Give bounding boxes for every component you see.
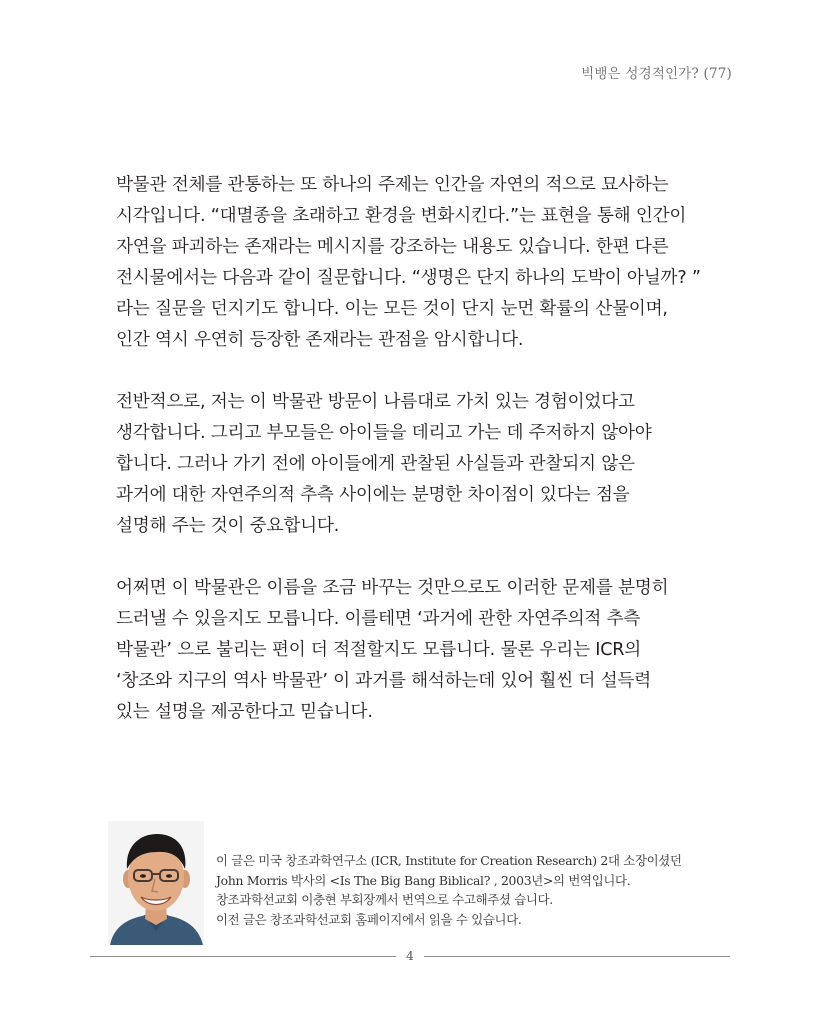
text-line: 과거에 대한 자연주의적 추측 사이에는 분명한 차이점이 있다는 점을 xyxy=(116,485,630,505)
author-portrait xyxy=(108,821,204,945)
note-line: 이전 글은 창조과학선교회 홈페이지에서 읽을 수 있습니다. xyxy=(216,911,522,927)
text-line: 시각입니다. “대멸종을 초래하고 환경을 변화시킨다.”는 표현을 통해 인간이 xyxy=(116,206,687,226)
text-line: 인간 역시 우연히 등장한 존재라는 관점을 암시합니다. xyxy=(116,330,524,350)
page-number: 4 xyxy=(406,949,414,963)
text-line: 라는 질문을 던지기도 합니다. 이는 모든 것이 단지 눈먼 확률의 산물이며, xyxy=(116,299,668,319)
text-line: 박물관 전체를 관통하는 또 하나의 주제는 인간을 자연의 적으로 묘사하는 xyxy=(116,175,669,195)
text-line: 전시물에서는 다음과 같이 질문합니다. “생명은 단지 하나의 도박이 아닐까? ” xyxy=(116,268,701,288)
text-line: ‘창조와 지구의 역사 박물관’ 이 과거를 해석하는데 있어 훨씬 더 설득력 xyxy=(116,671,651,691)
text-line: 합니다. 그러나 가기 전에 아이들에게 관찰된 사실들과 관찰되지 않은 xyxy=(116,454,635,474)
text-line: 박물관’ 으로 불리는 편이 더 적절할지도 모릅니다. 물론 우리는 ICR의 xyxy=(116,640,642,660)
article-body xyxy=(116,170,716,759)
translation-note xyxy=(216,851,736,929)
text-line: 생각합니다. 그리고 부모들은 아이들을 데리고 가는 데 주저하지 않아야 xyxy=(116,423,652,443)
running-header: 빅뱅은 성경적인가? (77) xyxy=(581,66,732,82)
text-line: 전반적으로, 저는 이 박물관 방문이 나름대로 가치 있는 경험이었다고 xyxy=(116,392,635,412)
paragraph xyxy=(116,387,716,542)
text-line: 설명해 주는 것이 중요합니다. xyxy=(116,516,340,536)
text-line: 있는 설명을 제공한다고 믿습니다. xyxy=(116,702,373,722)
text-line: 드러낼 수 있을지도 모릅니다. 이를테면 ‘과거에 관한 자연주의적 추측 xyxy=(116,609,641,629)
page-footer xyxy=(90,948,730,964)
text-line: 어쩌면 이 박물관은 이름을 조금 바꾸는 것만으로도 이러한 문제를 분명히 xyxy=(116,578,669,598)
paragraph xyxy=(116,573,716,728)
note-line: 이 글은 미국 창조과학연구소 (ICR, Institute for Creation Research) 2대 소장이셨던 xyxy=(216,853,682,868)
footer-divider-right xyxy=(424,956,730,957)
note-line: 창조과학선교회 이충현 부회장께서 번역으로 수고해주셨 습니다. xyxy=(216,892,553,907)
author-note xyxy=(108,821,738,947)
text-line: 자연을 파괴하는 존재라는 메시지를 강조하는 내용도 있습니다. 한편 다른 xyxy=(116,237,669,257)
paragraph xyxy=(116,170,716,356)
note-line: John Morris 박사의 <Is The Big Bang Biblical? , 2003년>의 번역입니다. xyxy=(216,872,631,888)
